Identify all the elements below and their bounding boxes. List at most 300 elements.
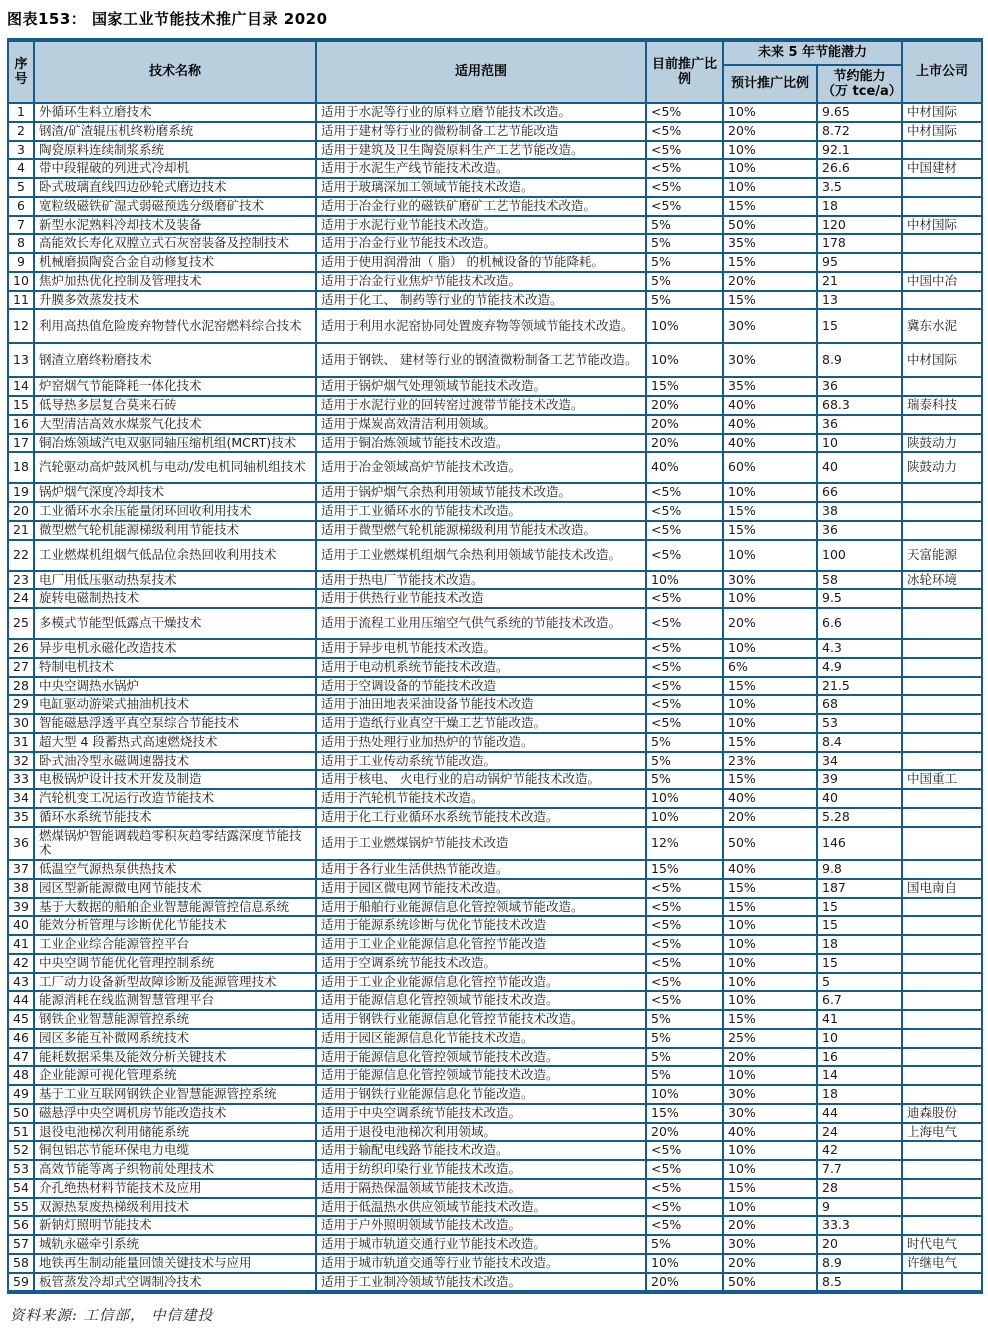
cell-saving-capacity: 36 (817, 377, 902, 396)
cell-no: 54 (8, 1179, 34, 1198)
cell-scope: 适用于钢铁、 建材等行业的钢渣微粉制备工艺节能改造。 (316, 343, 646, 377)
cell-name: 钢铁企业智慧能源管控系统 (34, 1010, 316, 1029)
cell-scope: 适用于能源系统诊断与优化节能技术改造 (316, 916, 646, 935)
cell-scope: 适用于各行业生活供热节能改造。 (316, 860, 646, 879)
cell-current-ratio: <5% (646, 540, 723, 571)
cell-expected-ratio: 15% (723, 770, 817, 789)
cell-saving-capacity: 9.8 (817, 860, 902, 879)
cell-no: 47 (8, 1048, 34, 1067)
cell-company (902, 752, 982, 771)
cell-company (902, 377, 982, 396)
cell-name: 铜冶炼领域汽电双驱同轴压缩机组(MCRT)技术 (34, 434, 316, 453)
cell-no: 23 (8, 571, 34, 590)
cell-no: 26 (8, 639, 34, 658)
cell-no: 27 (8, 658, 34, 677)
catalog-table-wrap (7, 38, 981, 1294)
cell-name: 利用高热值危险废弃物替代水泥窑燃料综合技术 (34, 309, 316, 343)
cell-current-ratio: 5% (646, 1029, 723, 1048)
table-row (8, 991, 982, 1010)
cell-no: 44 (8, 991, 34, 1010)
cell-no: 39 (8, 898, 34, 917)
table-row (8, 1160, 982, 1179)
table-row (8, 714, 982, 733)
table-row (8, 1123, 982, 1142)
cell-expected-ratio: 10% (723, 695, 817, 714)
table-row (8, 216, 982, 235)
cell-name: 燃煤锅炉智能调载趋零积灰趋零结露深度节能技术 (34, 827, 316, 861)
cell-current-ratio: 20% (646, 415, 723, 434)
cell-no: 5 (8, 178, 34, 197)
cell-company (902, 502, 982, 521)
cell-name: 大型清洁高效水煤浆气化技术 (34, 415, 316, 434)
cell-current-ratio: 5% (646, 291, 723, 310)
cell-current-ratio: 5% (646, 216, 723, 235)
cell-company: 上海电气 (902, 1123, 982, 1142)
cell-scope: 适用于建材等行业的微粉制备工艺节能改造 (316, 122, 646, 141)
cell-current-ratio: 10% (646, 808, 723, 827)
cell-expected-ratio: 15% (723, 677, 817, 696)
cell-name: 园区多能互补微网系统技术 (34, 1029, 316, 1048)
cell-company: 陕鼓动力 (902, 434, 982, 453)
cell-scope: 适用于户外照明领域节能技术改造。 (316, 1216, 646, 1235)
cell-current-ratio: <5% (646, 521, 723, 540)
table-row (8, 589, 982, 608)
cell-scope: 适用于工业传动系统节能改造。 (316, 752, 646, 771)
cell-expected-ratio: 20% (723, 1254, 817, 1273)
cell-saving-capacity: 120 (817, 216, 902, 235)
cell-no: 34 (8, 789, 34, 808)
cell-saving-capacity: 58 (817, 571, 902, 590)
cell-name: 工厂动力设备新型故障诊断及能源管理技术 (34, 973, 316, 992)
cell-scope: 适用于冶金行业的磁铁矿磨矿工艺节能技术改造。 (316, 197, 646, 216)
cell-expected-ratio: 20% (723, 1216, 817, 1235)
table-row (8, 452, 982, 483)
header-saving-line2: （万 tce/a） (822, 84, 902, 99)
cell-name: 能耗数据采集及能效分析关键技术 (34, 1048, 316, 1067)
cell-scope: 适用于电动机系统节能技术改造。 (316, 658, 646, 677)
cell-expected-ratio: 10% (723, 178, 817, 197)
cell-scope: 适用于汽轮机节能技术改造。 (316, 789, 646, 808)
cell-saving-capacity: 9.5 (817, 589, 902, 608)
cell-no: 55 (8, 1198, 34, 1217)
cell-company (902, 1179, 982, 1198)
cell-scope: 适用于水泥行业节能技术改造。 (316, 216, 646, 235)
cell-company: 瑞泰科技 (902, 396, 982, 415)
cell-company (902, 1010, 982, 1029)
table-row (8, 608, 982, 639)
cell-saving-capacity: 34 (817, 752, 902, 771)
cell-expected-ratio: 30% (723, 309, 817, 343)
cell-current-ratio: 20% (646, 1123, 723, 1142)
cell-company (902, 898, 982, 917)
cell-scope: 适用于化工、 制药等行业的节能技术改造。 (316, 291, 646, 310)
cell-name: 电缸驱动游梁式抽油机技术 (34, 695, 316, 714)
cell-company: 中国中冶 (902, 272, 982, 291)
cell-name: 升膜多效蒸发技术 (34, 291, 316, 310)
cell-company (902, 178, 982, 197)
cell-saving-capacity: 53 (817, 714, 902, 733)
cell-expected-ratio: 40% (723, 1123, 817, 1142)
cell-no: 38 (8, 879, 34, 898)
cell-expected-ratio: 23% (723, 752, 817, 771)
cell-scope: 适用于锅炉烟气处理领域节能技术改造。 (316, 377, 646, 396)
cell-expected-ratio: 20% (723, 272, 817, 291)
header-company: 上市公司 (902, 40, 982, 103)
cell-saving-capacity: 178 (817, 234, 902, 253)
cell-scope: 适用于中央空调系统节能技术改造。 (316, 1104, 646, 1123)
cell-company: 中材国际 (902, 343, 982, 377)
cell-expected-ratio: 10% (723, 935, 817, 954)
cell-company: 冰轮环境 (902, 571, 982, 590)
table-row (8, 677, 982, 696)
cell-company (902, 808, 982, 827)
cell-name: 地铁再生制动能量回馈关键技术与应用 (34, 1254, 316, 1273)
table-row (8, 253, 982, 272)
cell-saving-capacity: 15 (817, 916, 902, 935)
cell-expected-ratio: 15% (723, 197, 817, 216)
cell-scope: 适用于核电、 火电行业的启动锅炉节能技术改造。 (316, 770, 646, 789)
cell-current-ratio: 5% (646, 752, 723, 771)
cell-current-ratio: <5% (646, 695, 723, 714)
table-row (8, 234, 982, 253)
cell-saving-capacity: 44 (817, 1104, 902, 1123)
header-expected-ratio: 预计推广比例 (723, 65, 817, 103)
cell-expected-ratio: 15% (723, 898, 817, 917)
cell-current-ratio: 5% (646, 234, 723, 253)
table-row (8, 1254, 982, 1273)
cell-current-ratio: 10% (646, 571, 723, 590)
cell-no: 40 (8, 916, 34, 935)
table-row (8, 935, 982, 954)
cell-expected-ratio: 40% (723, 789, 817, 808)
cell-saving-capacity: 39 (817, 770, 902, 789)
cell-company: 天富能源 (902, 540, 982, 571)
table-row (8, 396, 982, 415)
cell-current-ratio: <5% (646, 141, 723, 160)
cell-company (902, 991, 982, 1010)
cell-name: 新型水泥熟料冷却技术及装备 (34, 216, 316, 235)
cell-saving-capacity: 8.9 (817, 343, 902, 377)
cell-current-ratio: 20% (646, 434, 723, 453)
cell-scope: 适用于工业燃煤机组烟气余热利用领域节能技术改造。 (316, 540, 646, 571)
cell-no: 7 (8, 216, 34, 235)
cell-scope: 适用于园区能源信息化节能技术改造。 (316, 1029, 646, 1048)
header-saving-line1: 节约能力 (833, 68, 886, 84)
cell-scope: 适用于冶金领域高炉节能技术改造。 (316, 452, 646, 483)
cell-name: 中央空调节能优化管理控制系统 (34, 954, 316, 973)
cell-name: 汽轮机变工况运行改造节能技术 (34, 789, 316, 808)
table-row (8, 272, 982, 291)
cell-name: 焦炉加热优化控制及管理技术 (34, 272, 316, 291)
cell-saving-capacity: 24 (817, 1123, 902, 1142)
cell-saving-capacity: 14 (817, 1066, 902, 1085)
cell-no: 19 (8, 483, 34, 502)
cell-expected-ratio: 20% (723, 808, 817, 827)
cell-name: 旋转电磁制热技术 (34, 589, 316, 608)
cell-name: 超大型 4 段蓄热式高速燃烧技术 (34, 733, 316, 752)
cell-name: 锅炉烟气深度冷却技术 (34, 483, 316, 502)
cell-company (902, 789, 982, 808)
table-row (8, 159, 982, 178)
cell-name: 能效分析管理与诊断优化节能技术 (34, 916, 316, 935)
cell-saving-capacity: 18 (817, 197, 902, 216)
cell-scope: 适用于水泥生产线节能技术改造。 (316, 159, 646, 178)
cell-name: 工业企业综合能源管控平台 (34, 935, 316, 954)
cell-company (902, 141, 982, 160)
cell-saving-capacity: 36 (817, 521, 902, 540)
cell-current-ratio: <5% (646, 714, 723, 733)
cell-expected-ratio: 10% (723, 483, 817, 502)
cell-saving-capacity: 18 (817, 1085, 902, 1104)
cell-scope: 适用于钢铁行业能源信息化管控节能技术改造。 (316, 1010, 646, 1029)
table-row (8, 1104, 982, 1123)
cell-expected-ratio: 30% (723, 1085, 817, 1104)
cell-no: 12 (8, 309, 34, 343)
cell-scope: 适用于城市轨道交通行业节能技术改造。 (316, 1235, 646, 1254)
table-header (8, 40, 982, 103)
cell-saving-capacity: 187 (817, 879, 902, 898)
cell-no: 14 (8, 377, 34, 396)
cell-scope: 适用于使用润滑油（ 脂） 的机械设备的节能降耗。 (316, 253, 646, 272)
cell-current-ratio: 5% (646, 1048, 723, 1067)
header-scope: 适用范围 (316, 40, 646, 103)
cell-name: 循环水系统节能技术 (34, 808, 316, 827)
cell-scope: 适用于输配电线路节能技术改造。 (316, 1141, 646, 1160)
cell-current-ratio: <5% (646, 677, 723, 696)
cell-name: 异步电机永磁化改造技术 (34, 639, 316, 658)
cell-company (902, 827, 982, 861)
cell-saving-capacity: 42 (817, 1141, 902, 1160)
cell-saving-capacity: 26.6 (817, 159, 902, 178)
cell-company (902, 860, 982, 879)
cell-company: 中国重工 (902, 770, 982, 789)
cell-name: 能源消耗在线监测智慧管理平台 (34, 991, 316, 1010)
cell-current-ratio: <5% (646, 916, 723, 935)
cell-name: 高能效长寿化双膛立式石灰窑装备及控制技术 (34, 234, 316, 253)
cell-name: 电厂用低压驱动热泵技术 (34, 571, 316, 590)
cell-company (902, 658, 982, 677)
header-no: 序号 (8, 40, 34, 103)
cell-scope: 适用于工业企业能源信息化管控节能改造 (316, 935, 646, 954)
cell-company: 中国建材 (902, 159, 982, 178)
cell-scope: 适用于建筑及卫生陶瓷原料生产工艺节能改造。 (316, 141, 646, 160)
cell-expected-ratio: 40% (723, 415, 817, 434)
cell-scope: 适用于油田地表采油设备节能技术改造 (316, 695, 646, 714)
cell-scope: 适用于水泥等行业的原料立磨节能技术改造。 (316, 103, 646, 122)
table-row (8, 309, 982, 343)
table-row (8, 860, 982, 879)
cell-saving-capacity: 28 (817, 1179, 902, 1198)
cell-expected-ratio: 10% (723, 916, 817, 935)
cell-no: 28 (8, 677, 34, 696)
cell-scope: 适用于化工行业循环水系统节能技术改造。 (316, 808, 646, 827)
cell-name: 低导热多层复合莫来石砖 (34, 396, 316, 415)
cell-current-ratio: 5% (646, 1066, 723, 1085)
cell-company (902, 935, 982, 954)
cell-expected-ratio: 15% (723, 502, 817, 521)
cell-saving-capacity: 41 (817, 1010, 902, 1029)
cell-name: 工业燃煤机组烟气低品位余热回收利用技术 (34, 540, 316, 571)
cell-expected-ratio: 35% (723, 234, 817, 253)
cell-expected-ratio: 6% (723, 658, 817, 677)
cell-no: 45 (8, 1010, 34, 1029)
cell-saving-capacity: 8.72 (817, 122, 902, 141)
table-row (8, 502, 982, 521)
cell-company (902, 608, 982, 639)
cell-current-ratio: 12% (646, 827, 723, 861)
cell-expected-ratio: 30% (723, 1235, 817, 1254)
cell-name: 宽粒级磁铁矿湿式弱磁预选分级磨矿技术 (34, 197, 316, 216)
cell-company (902, 1160, 982, 1179)
cell-company (902, 483, 982, 502)
cell-expected-ratio: 25% (723, 1029, 817, 1048)
cell-scope: 适用于利用水泥窑协同处置废弃物等领域节能技术改造。 (316, 309, 646, 343)
cell-expected-ratio: 10% (723, 103, 817, 122)
cell-company (902, 954, 982, 973)
cell-expected-ratio: 10% (723, 540, 817, 571)
table-row (8, 916, 982, 935)
cell-expected-ratio: 30% (723, 571, 817, 590)
cell-expected-ratio: 10% (723, 991, 817, 1010)
table-row (8, 1010, 982, 1029)
cell-saving-capacity: 15 (817, 954, 902, 973)
cell-current-ratio: <5% (646, 122, 723, 141)
cell-saving-capacity: 4.9 (817, 658, 902, 677)
cell-current-ratio: 10% (646, 309, 723, 343)
cell-expected-ratio: 10% (723, 954, 817, 973)
table-row (8, 521, 982, 540)
cell-current-ratio: 15% (646, 860, 723, 879)
cell-expected-ratio: 10% (723, 141, 817, 160)
cell-scope: 适用于钢铁行业能源信息化节能改造。 (316, 1085, 646, 1104)
cell-company (902, 973, 982, 992)
cell-no: 4 (8, 159, 34, 178)
cell-expected-ratio: 15% (723, 1010, 817, 1029)
cell-current-ratio: 5% (646, 770, 723, 789)
table-row (8, 571, 982, 590)
cell-scope: 适用于微型燃气轮机能源梯级利用节能技术改造。 (316, 521, 646, 540)
table-row (8, 658, 982, 677)
cell-current-ratio: <5% (646, 639, 723, 658)
cell-no: 25 (8, 608, 34, 639)
cell-expected-ratio: 10% (723, 1141, 817, 1160)
cell-no: 11 (8, 291, 34, 310)
cell-expected-ratio: 40% (723, 860, 817, 879)
cell-expected-ratio: 15% (723, 733, 817, 752)
table-row (8, 343, 982, 377)
table-row (8, 434, 982, 453)
cell-scope: 适用于城市轨道交通等行业节能技术改造。 (316, 1254, 646, 1273)
cell-saving-capacity: 38 (817, 502, 902, 521)
catalog-table (7, 38, 983, 1294)
table-row (8, 879, 982, 898)
cell-no: 59 (8, 1273, 34, 1293)
cell-current-ratio: 5% (646, 733, 723, 752)
cell-scope: 适用于工业企业能源信息化管控节能改造。 (316, 973, 646, 992)
cell-scope: 适用于造纸行业真空干燥工艺节能改造。 (316, 714, 646, 733)
cell-expected-ratio: 20% (723, 608, 817, 639)
cell-no: 2 (8, 122, 34, 141)
table-row (8, 122, 982, 141)
cell-scope: 适用于工业循环水的节能技术改造。 (316, 502, 646, 521)
cell-company (902, 1216, 982, 1235)
cell-name: 炉窑烟气节能降耗一体化技术 (34, 377, 316, 396)
cell-company (902, 695, 982, 714)
cell-expected-ratio: 15% (723, 291, 817, 310)
cell-scope: 适用于煤炭高效清洁利用领域。 (316, 415, 646, 434)
cell-saving-capacity: 10 (817, 1029, 902, 1048)
cell-scope: 适用于热处理行业加热炉的节能改造。 (316, 733, 646, 752)
cell-expected-ratio: 50% (723, 216, 817, 235)
cell-saving-capacity: 6.7 (817, 991, 902, 1010)
cell-saving-capacity: 36 (817, 415, 902, 434)
cell-current-ratio: 5% (646, 1010, 723, 1029)
cell-name: 电极锅炉设计技术开发及制造 (34, 770, 316, 789)
cell-name: 微型燃气轮机能源梯级利用节能技术 (34, 521, 316, 540)
cell-company (902, 1048, 982, 1067)
cell-expected-ratio: 15% (723, 253, 817, 272)
cell-saving-capacity: 4.3 (817, 639, 902, 658)
cell-expected-ratio: 10% (723, 714, 817, 733)
cell-no: 17 (8, 434, 34, 453)
cell-saving-capacity: 16 (817, 1048, 902, 1067)
cell-no: 1 (8, 103, 34, 122)
cell-company (902, 714, 982, 733)
cell-current-ratio: <5% (646, 1216, 723, 1235)
cell-saving-capacity: 5.28 (817, 808, 902, 827)
cell-current-ratio: <5% (646, 658, 723, 677)
cell-current-ratio: <5% (646, 103, 723, 122)
cell-company (902, 234, 982, 253)
header-name: 技术名称 (34, 40, 316, 103)
cell-expected-ratio: 15% (723, 1179, 817, 1198)
cell-current-ratio: <5% (646, 608, 723, 639)
cell-current-ratio: 10% (646, 789, 723, 808)
cell-no: 18 (8, 452, 34, 483)
cell-saving-capacity: 66 (817, 483, 902, 502)
cell-no: 29 (8, 695, 34, 714)
cell-name: 机械磨损陶瓷合金自动修复技术 (34, 253, 316, 272)
cell-no: 20 (8, 502, 34, 521)
cell-company: 冀东水泥 (902, 309, 982, 343)
cell-scope: 适用于空调系统节能技术改造。 (316, 954, 646, 973)
cell-scope: 适用于空调设备的节能技术改造 (316, 677, 646, 696)
cell-expected-ratio: 10% (723, 1160, 817, 1179)
table-row (8, 291, 982, 310)
cell-no: 49 (8, 1085, 34, 1104)
cell-saving-capacity: 68.3 (817, 396, 902, 415)
cell-current-ratio: 15% (646, 1104, 723, 1123)
cell-company (902, 1273, 982, 1293)
cell-name: 城轨永磁牵引系统 (34, 1235, 316, 1254)
table-row (8, 483, 982, 502)
cell-company (902, 1066, 982, 1085)
cell-no: 10 (8, 272, 34, 291)
table-row (8, 1141, 982, 1160)
cell-name: 多模式节能型低露点干燥技术 (34, 608, 316, 639)
cell-no: 32 (8, 752, 34, 771)
cell-name: 卧式玻璃直线四边砂轮式磨边技术 (34, 178, 316, 197)
cell-name: 双源热泵废热梯级利用技术 (34, 1198, 316, 1217)
cell-scope: 适用于能源信息化管控领域节能技术改造。 (316, 1066, 646, 1085)
table-row (8, 639, 982, 658)
cell-no: 6 (8, 197, 34, 216)
cell-scope: 适用于能源信息化管控领域节能技术改造。 (316, 991, 646, 1010)
table-row (8, 1048, 982, 1067)
cell-saving-capacity: 10 (817, 434, 902, 453)
cell-expected-ratio: 15% (723, 521, 817, 540)
cell-saving-capacity: 9.65 (817, 103, 902, 122)
